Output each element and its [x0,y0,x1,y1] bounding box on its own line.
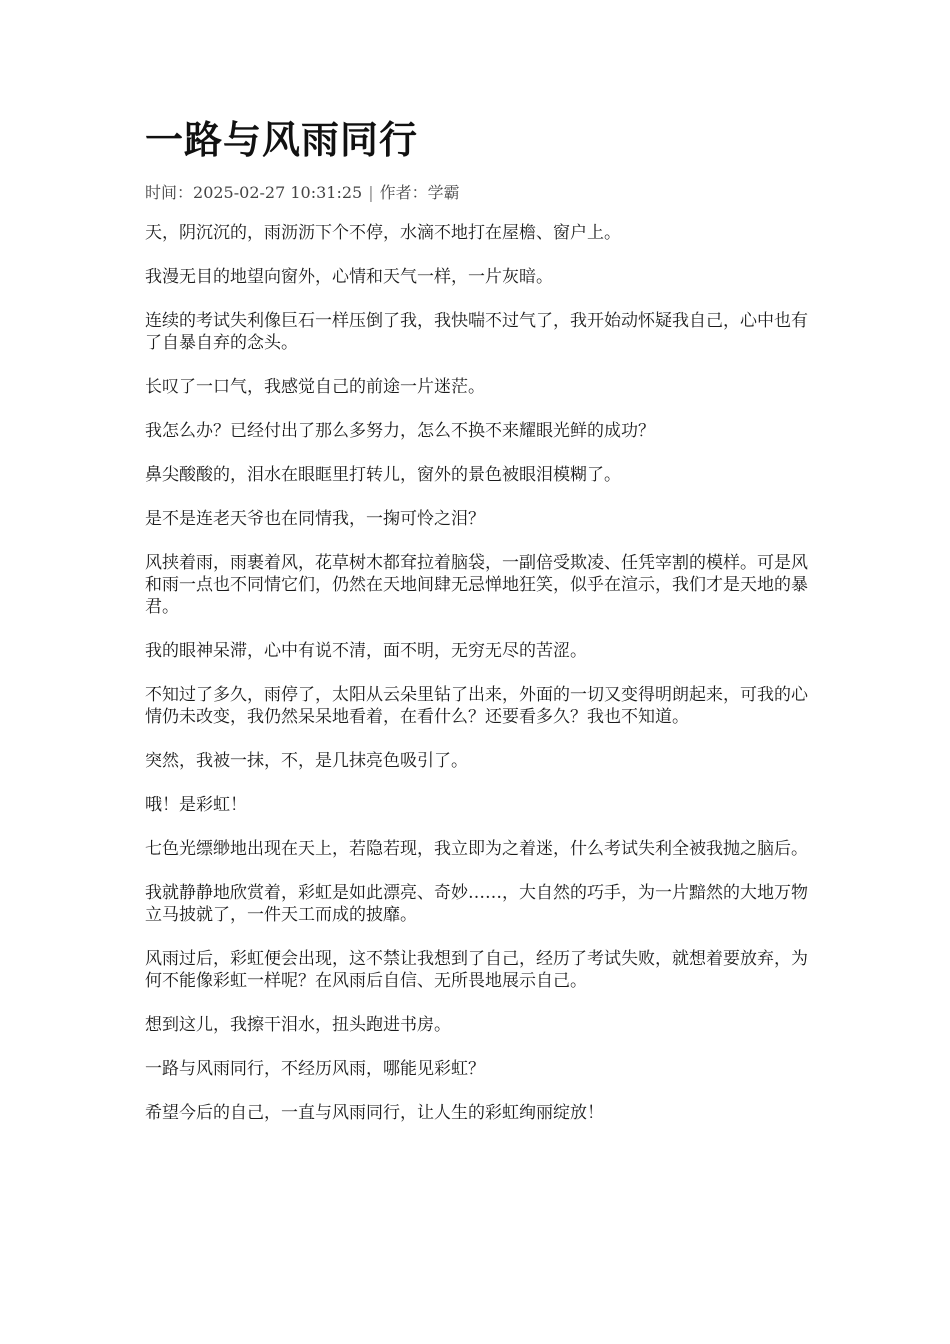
author-value: 学霸 [427,183,460,202]
paragraph: 风挟着雨，雨裹着风，花草树木都耷拉着脑袋，一副倍受欺凌、任凭宰割的模样。可是风和雨一点也不同情它们，仍然在天地间肆无忌惮地狂笑，似乎在渲示，我们才是天地的暴君。 [145,553,808,617]
paragraph: 是不是连老天爷也在同情我，一掬可怜之泪？ [145,509,485,529]
paragraph: 七色光缥缈地出现在天上，若隐若现，我立即为之着迷，什么考试失利全被我抛之脑后。 [145,839,808,859]
article [145,112,810,1146]
meta-separator: | [368,183,374,202]
paragraph: 希望今后的自己，一直与风雨同行，让人生的彩虹绚丽绽放！ [145,1103,604,1123]
time-value: 2025-02-27 10:31:25 [193,183,363,202]
paragraph: 突然，我被一抹，不，是几抹亮色吸引了。 [145,751,468,771]
paragraph: 我就静静地欣赏着，彩虹是如此漂亮、奇妙……，大自然的巧手，为一片黯然的大地万物立马披就了，一件天工而成的披靡。 [145,883,808,925]
paragraph: 连续的考试失利像巨石一样压倒了我，我快喘不过气了，我开始动怀疑我自己，心中也有了自暴自弃的念头。 [145,311,808,353]
paragraph: 我漫无目的地望向窗外，心情和天气一样，一片灰暗。 [145,267,553,287]
article-meta [145,182,810,204]
paragraph: 天，阴沉沉的，雨沥沥下个不停，水滴不地打在屋檐、窗户上。 [145,223,621,243]
article-body [145,222,810,1124]
paragraph: 哦！是彩虹！ [145,795,247,815]
paragraph: 我怎么办？已经付出了那么多努力，怎么不换不来耀眼光鲜的成功？ [145,421,655,441]
paragraph: 鼻尖酸酸的，泪水在眼眶里打转儿，窗外的景色被眼泪模糊了。 [145,465,621,485]
author-label: 作者： [379,183,428,202]
time-label: 时间： [145,183,194,202]
paragraph: 长叹了一口气，我感觉自己的前途一片迷茫。 [145,377,485,397]
paragraph: 风雨过后，彩虹便会出现，这不禁让我想到了自己，经历了考试失败，就想着要放弃，为何不能像彩虹一样呢？在风雨后自信、无所畏地展示自己。 [145,949,808,991]
page-title: 一路与风雨同行 [145,117,419,162]
paragraph: 我的眼神呆滞，心中有说不清，面不明，无穷无尽的苦涩。 [145,641,587,661]
paragraph: 想到这儿，我擦干泪水，扭头跑进书房。 [145,1015,451,1035]
paragraph: 不知过了多久，雨停了，太阳从云朵里钻了出来，外面的一切又变得明朗起来，可我的心情仍未改变，我仍然呆呆地看着，在看什么？还要看多久？我也不知道。 [145,685,808,727]
paragraph: 一路与风雨同行，不经历风雨，哪能见彩虹？ [145,1059,485,1079]
